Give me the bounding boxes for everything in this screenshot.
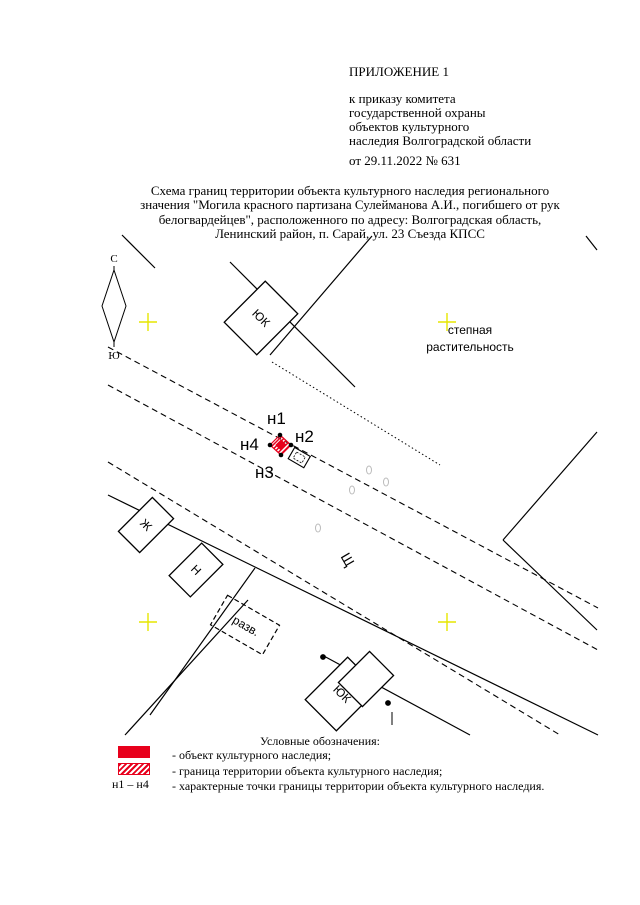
parcel-line bbox=[586, 236, 597, 250]
legend-boundary-swatch bbox=[118, 763, 150, 775]
legend-object-swatch bbox=[118, 746, 150, 758]
ruins-label: разв. bbox=[230, 612, 262, 640]
order-line: к приказу комитета bbox=[349, 91, 456, 106]
area-label-line: растительность bbox=[426, 340, 514, 354]
pole-dot bbox=[386, 701, 391, 706]
point-label-n1: н1 bbox=[267, 409, 286, 428]
building-label-zh: Ж bbox=[137, 516, 155, 534]
compass-north-label: С bbox=[110, 253, 118, 265]
terrain-mark bbox=[384, 478, 389, 486]
boundary-point-n3 bbox=[279, 453, 284, 458]
order-line: государственной охраны bbox=[349, 105, 486, 120]
title-line: Схема границ территории объекта культурного наследия регионального bbox=[150, 183, 550, 198]
terrain-mark bbox=[316, 524, 321, 532]
parcel-lines bbox=[108, 235, 598, 735]
order-line: объектов культурного bbox=[349, 119, 470, 134]
legend-item-points: - характерные точки границы территории объекта культурного наследия. bbox=[172, 779, 545, 793]
legend-item-object: - объект культурного наследия; bbox=[172, 748, 332, 762]
point-label-n4: н4 bbox=[240, 435, 259, 454]
compass-south-label: Ю bbox=[108, 350, 120, 362]
legend-heading: Условные обозначения: bbox=[259, 734, 381, 748]
point-label-n3: н3 bbox=[255, 463, 274, 482]
buildings bbox=[118, 281, 393, 731]
boundary-point-n2 bbox=[289, 443, 294, 448]
title-line: значения "Могила красного партизана Сулейманова А.И., погибшего от рук bbox=[140, 197, 560, 213]
legend-item-boundary: - граница территории объекта культурного наследия; bbox=[172, 764, 443, 778]
parcel-line bbox=[270, 236, 372, 355]
road-edge bbox=[108, 385, 598, 650]
appendix-title: ПРИЛОЖЕНИЕ 1 bbox=[349, 64, 449, 79]
terrain-mark bbox=[367, 466, 372, 474]
order-line: наследия Волгоградской области bbox=[349, 133, 532, 148]
order-date: от 29.11.2022 № 631 bbox=[349, 153, 461, 168]
legend-points-key: н1 – н4 bbox=[112, 777, 149, 791]
building-label-n: Н bbox=[187, 561, 205, 579]
area-label-line: степная bbox=[447, 323, 493, 337]
parcel-line bbox=[503, 540, 597, 630]
parcel-line bbox=[125, 600, 248, 735]
monument-outline bbox=[288, 447, 310, 467]
parcel-line bbox=[503, 432, 597, 540]
parcel-line bbox=[122, 235, 155, 268]
compass bbox=[102, 253, 126, 362]
building-label-top: ЮК bbox=[249, 306, 273, 330]
pole-dot bbox=[321, 655, 326, 660]
road-label: Щ bbox=[337, 549, 359, 570]
terrain-mark bbox=[350, 486, 355, 494]
title-line: белогвардейцев", расположенного по адресу: Волгоградская область, bbox=[158, 211, 542, 227]
title-line: Ленинский район, п. Сарай, ул. 23 Съезда КПСС bbox=[215, 225, 485, 241]
boundary-point-n4 bbox=[268, 443, 273, 448]
terrain-symbols bbox=[316, 466, 389, 532]
building-label-bottom: ЮК bbox=[330, 682, 354, 706]
boundary-point-n1 bbox=[278, 433, 283, 438]
point-label-n2: н2 bbox=[295, 427, 314, 446]
compass-arrow-icon bbox=[102, 270, 126, 342]
